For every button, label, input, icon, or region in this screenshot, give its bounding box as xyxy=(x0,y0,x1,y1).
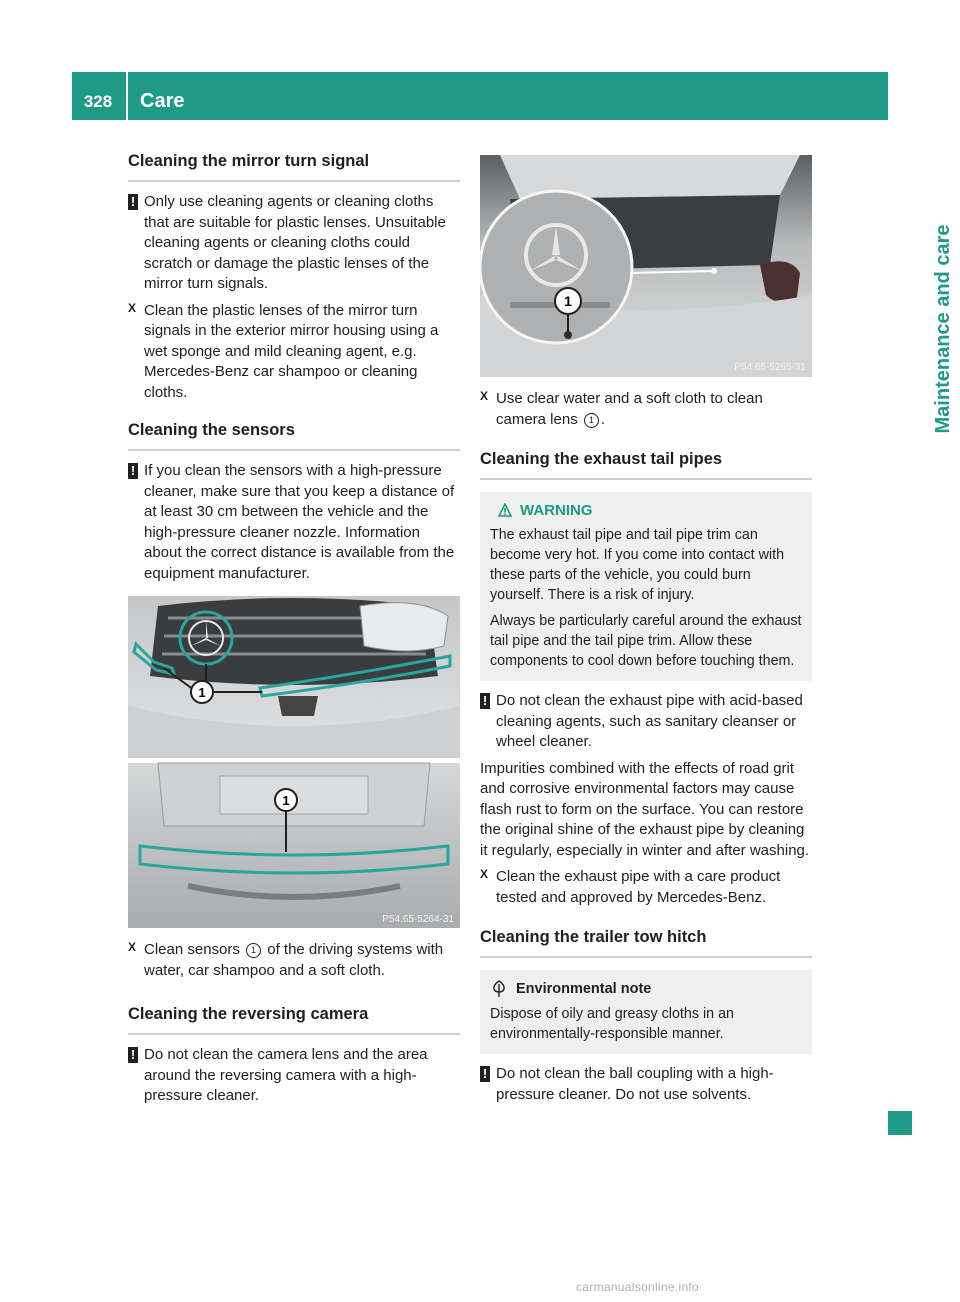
caution-icon: ! xyxy=(128,463,138,479)
environmental-note-box xyxy=(480,970,812,1054)
step-mirror xyxy=(128,301,460,404)
note-camera xyxy=(128,1045,460,1107)
warning-title: WARNING xyxy=(520,502,593,519)
warning-header xyxy=(490,502,804,519)
sensors-illustration xyxy=(128,596,460,928)
heading-mirror-turn-signal: Cleaning the mirror turn signal xyxy=(128,150,460,182)
environmental-note-text: Dispose of oily and greasy cloths in an environmentally-responsible manner. xyxy=(490,1006,734,1042)
caution-icon: ! xyxy=(128,1047,138,1063)
left-column xyxy=(128,150,460,1107)
exhaust-paragraph: Impurities combined with the effects of road grit and corrosive environmental factors may cause flash rust to form on the surface. You can restore the original shine of the exhaust pipe by cleaning it regularly, especially in winter and after washing. xyxy=(480,759,810,859)
note-sensors xyxy=(128,461,460,584)
caution-icon: ! xyxy=(480,693,490,709)
note-camera-text: Do not clean the camera lens and the area around the reversing camera with a high-pressure cleaner. xyxy=(144,1046,428,1104)
right-column xyxy=(480,155,812,1105)
callout-1-label-rear: 1 xyxy=(282,793,290,808)
heading-sensors: Cleaning the sensors xyxy=(128,419,460,451)
step-camera-text xyxy=(496,389,812,430)
warning-text-1: The exhaust tail pipe and tail pipe trim can become very hot. If you come into contact with these parts of the vehicle, you could burn yourself. There is a risk of injury. xyxy=(490,527,785,603)
step-camera-post: . xyxy=(600,410,606,428)
step-arrow-icon: X xyxy=(128,940,137,954)
camera-figure xyxy=(480,155,812,377)
figure-code-sensors: P54.65-5264-31 xyxy=(382,914,454,925)
figure-code-camera: P54.65-5265-31 xyxy=(734,362,806,373)
camera-callout-label: 1 xyxy=(564,293,572,309)
step-sensors-text xyxy=(144,940,460,981)
chapter-title: Care xyxy=(140,90,185,112)
callout-1-icon: 1 xyxy=(584,413,599,428)
heading-trailer-tow-hitch: Cleaning the trailer tow hitch xyxy=(480,926,812,958)
note-trailer-text: Do not clean the ball coupling with a high-pressure cleaner. Do not use solvents. xyxy=(496,1065,774,1103)
caution-icon: ! xyxy=(128,194,138,210)
step-sensors-post: of the driving systems with water, car shampoo and a soft cloth. xyxy=(144,941,444,979)
camera-illustration xyxy=(480,155,812,377)
callout-1-icon: 1 xyxy=(246,943,261,958)
step-exhaust-text: Clean the exhaust pipe with a care product tested and approved by Mercedes-Benz. xyxy=(496,868,781,906)
step-arrow-icon: X xyxy=(128,300,137,315)
header-divider xyxy=(126,72,128,120)
step-sensors xyxy=(128,940,460,981)
side-tab-label: Maintenance and care xyxy=(932,224,954,434)
note-trailer xyxy=(480,1064,812,1105)
step-arrow-icon: X xyxy=(480,867,489,881)
sensors-figure xyxy=(128,596,460,928)
note-exhaust xyxy=(480,691,812,753)
page-number: 328 xyxy=(83,92,113,111)
leaf-icon xyxy=(492,980,506,998)
page-header xyxy=(72,72,888,120)
step-mirror-text: Clean the plastic lenses of the mirror turn signals in the exterior mirror housing using a wet sponge and mild cleaning agent, e.g. Mercedes-Benz car shampoo or cleaning cloths. xyxy=(144,301,439,401)
environmental-note-title: Environmental note xyxy=(516,981,652,997)
note-exhaust-text: Do not clean the exhaust pipe with acid-based cleaning agents, such as sanitary cleanser or wheel cleaner. xyxy=(496,692,803,750)
side-tab-marker xyxy=(888,1111,912,1135)
caution-icon: ! xyxy=(480,1066,490,1082)
watermark: carmanualsonline.info xyxy=(576,1280,700,1294)
heading-exhaust-tail-pipes: Cleaning the exhaust tail pipes xyxy=(480,448,812,480)
step-exhaust xyxy=(480,867,812,908)
side-tab xyxy=(878,135,954,1185)
note-mirror xyxy=(128,192,460,295)
step-sensors-pre: Clean sensors xyxy=(144,941,240,958)
environmental-note-header xyxy=(490,980,804,998)
heading-reversing-camera: Cleaning the reversing camera xyxy=(128,1003,460,1035)
callout-1-label: 1 xyxy=(198,685,206,700)
warning-icon xyxy=(498,503,512,519)
step-camera xyxy=(480,389,812,430)
note-sensors-text: If you clean the sensors with a high-pressure cleaner, make sure that you keep a distance of at least 30 cm between the vehicle and the high-pressure cleaner nozzle. Information about the correct distance is available from the equipment manufacturer. xyxy=(144,462,455,582)
step-arrow-icon: X xyxy=(480,389,489,403)
warning-box xyxy=(480,492,812,681)
note-mirror-text: Only use cleaning agents or cleaning cloths that are suitable for plastic lenses. Unsuitable cleaning agents or cleaning cloths could scratch or damage the plastic lenses of the mirror turn signals. xyxy=(144,193,446,292)
step-camera-pre: Use clear water and a soft cloth to clean camera lens xyxy=(496,390,763,428)
warning-text-2: Always be particularly careful around the exhaust tail pipe and the tail pipe trim. Allow these components to cool down before touching them. xyxy=(490,613,802,669)
